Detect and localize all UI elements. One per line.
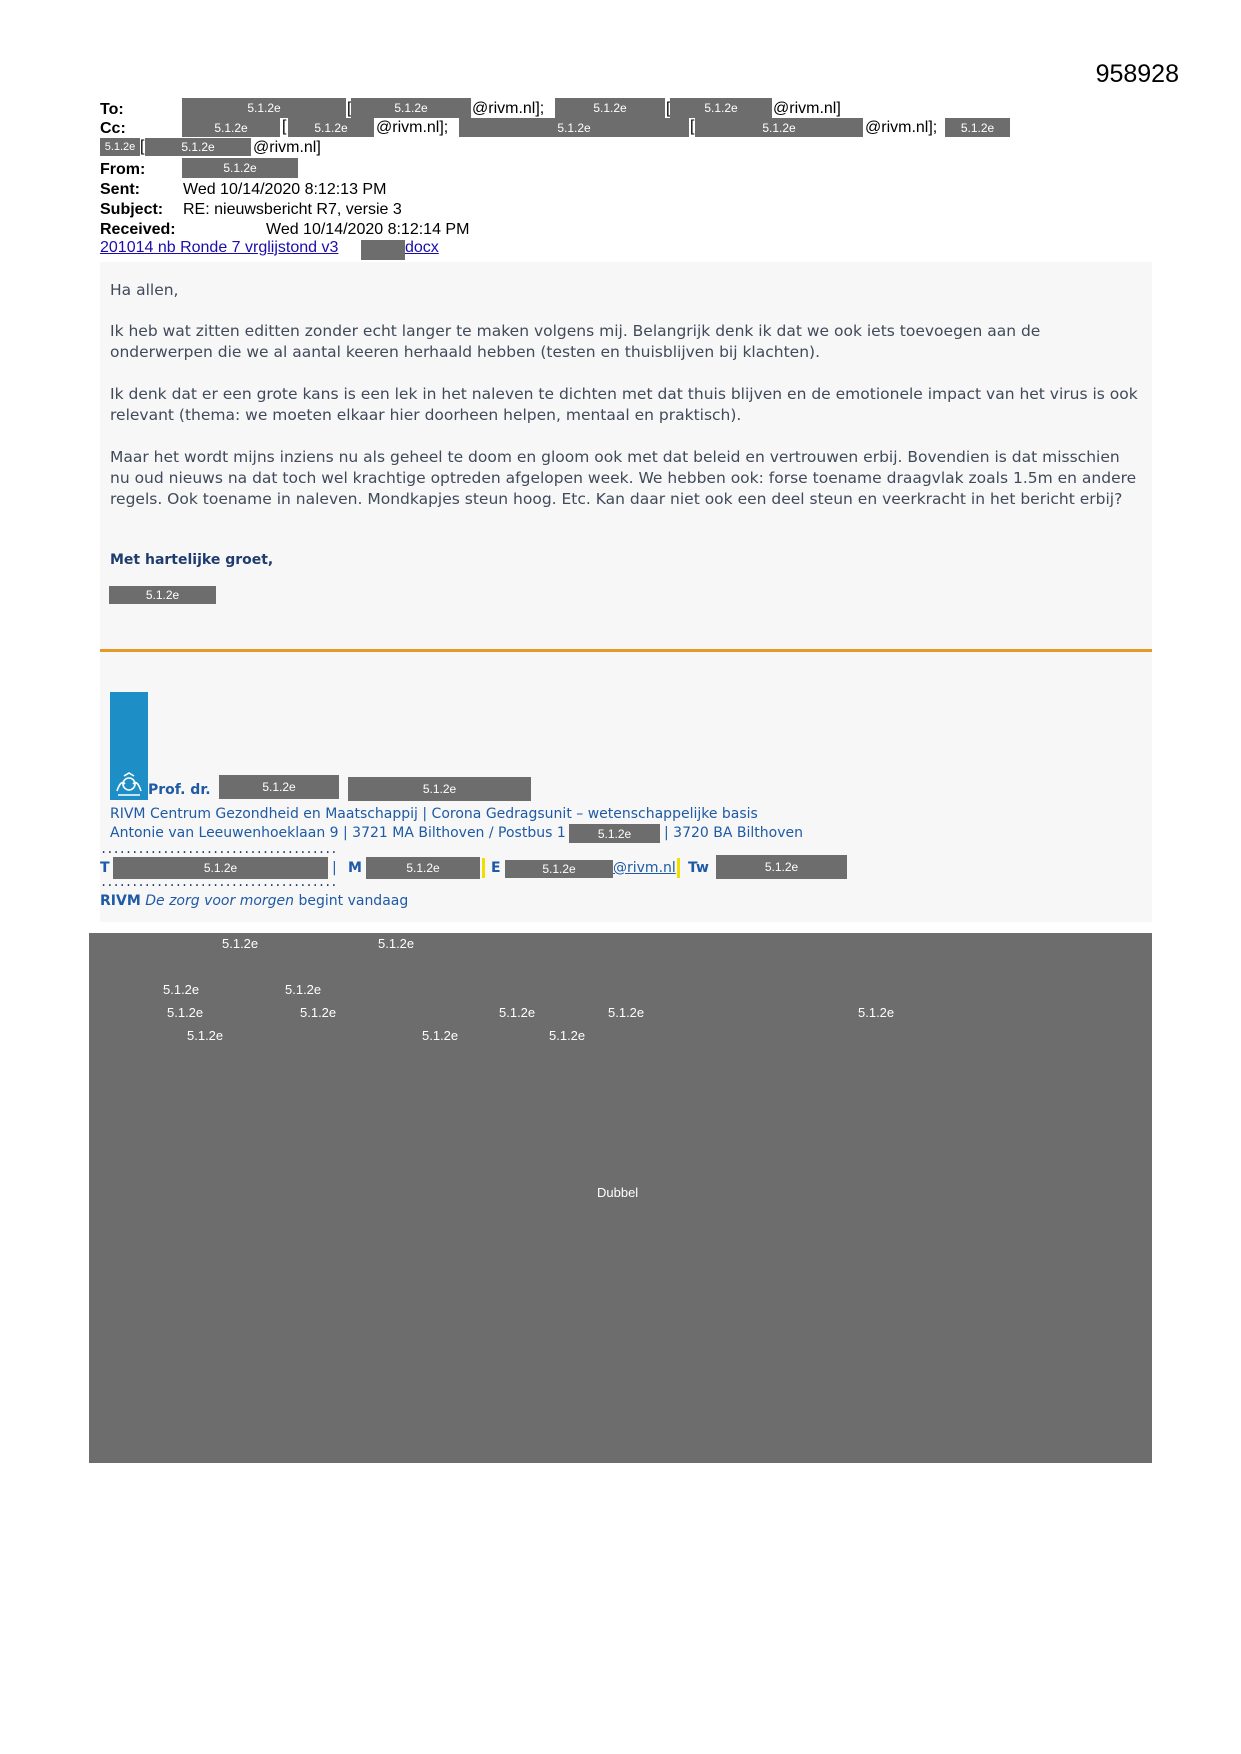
document-number: 958928 [1095,60,1179,88]
email-link[interactable]: @rivm.nl [613,860,676,876]
redaction-code: 5.1.2e [858,1005,895,1020]
highlight-mark [482,858,485,878]
redaction: 5.1.2e [182,98,346,118]
crest-icon [113,771,145,797]
to-row [100,100,124,119]
sent-label: Sent: [100,181,140,198]
bracket: [ [282,118,287,135]
redaction-code: 5.1.2e [167,1005,204,1020]
from-label: From: [100,161,146,178]
cc-label: Cc: [100,120,126,137]
redaction-code: 5.1.2e [608,1005,645,1020]
phone-label: T [100,860,110,876]
redaction: 5.1.2e [716,855,847,879]
bracket: [ [140,138,145,155]
mobile-label: M [348,860,362,876]
redaction: 5.1.2e [100,138,140,156]
pipe: | [332,860,337,876]
redaction: 5.1.2e [348,777,531,801]
redaction: 5.1.2e [288,118,374,137]
tagline: RIVM De zorg voor morgen begint vandaag [100,893,409,909]
redaction: 5.1.2e [113,857,328,879]
body-paragraph-1: Ik heb wat zitten editten zonder echt langer te maken volgens mij. Belangrijk denk ik dat we ook iets toevoegen aan de onderwerpen die we al aantal keeren herhaald hebben (testen en thuisblijven bij klachten). [110,322,1041,361]
duplicate-label: Dubbel [597,1185,639,1200]
redaction: 5.1.2e [351,98,471,118]
rivm-address: @rivm.nl]; [472,100,545,117]
sent-value: Wed 10/14/2020 8:12:13 PM [183,181,387,198]
redaction-code: 5.1.2e [378,936,415,951]
subject-value: RE: nieuwsbericht R7, versie 3 [183,201,402,218]
rivm-address: @rivm.nl] [253,139,321,156]
attachment-name: 201014 nb Ronde 7 vrglijstond v3 [100,239,339,256]
signature-address-2: | 3720 BA Bilthoven [664,825,803,841]
redaction [361,240,405,260]
attachment-link[interactable] [100,239,338,257]
cc-row [100,119,126,138]
redaction: 5.1.2e [182,118,280,137]
rivm-address: @rivm.nl]; [376,119,449,136]
redaction: 5.1.2e [505,860,613,878]
highlight-mark [677,858,680,878]
rivm-logo [110,692,148,800]
bracket: [ [347,100,352,117]
bracket: [ [690,118,695,135]
signature-title: Prof. dr. [148,782,211,798]
signature-address: Antonie van Leeuwenhoeklaan 9 | 3721 MA Bilthoven / Postbus 1 [110,825,566,841]
subject-row [100,200,402,219]
redaction: 5.1.2e [459,118,689,137]
signature-org: RIVM Centrum Gezondheid en Maatschappij | Corona Gedragsunit – wetenschappelijke basis [110,806,758,822]
redaction-code: 5.1.2e [222,936,259,951]
redaction: 5.1.2e [366,857,480,879]
email-label: E [491,860,501,876]
received-row [100,220,470,239]
received-label: Received: [100,221,176,238]
redaction-code: 5.1.2e [285,982,322,997]
redaction: 5.1.2e [670,98,772,118]
dotted-rule: ...................................... [100,842,337,856]
redaction-code: 5.1.2e [422,1028,459,1043]
twitter-label: Tw [688,860,709,876]
greeting: Ha allen, [110,281,179,299]
redaction: 5.1.2e [569,824,660,843]
redaction-code: 5.1.2e [187,1028,224,1043]
body-paragraph-3: Maar het wordt mijns inziens nu als geheel te doom en gloom ook met dat beleid en vertrouwen erbij. Bovendien is dat misschien nu oud nieuws na dat toch wel krachtige optreden afgelopen week. We hebben ook: forse toename draagvlak zoals 1.5m en andere regels. Ook toename in naleven. Mondkapjes steun hoog. Etc. Kan daar niet ook een deel steun en veerkracht in het bericht erbij? [110,448,1137,508]
redaction-code: 5.1.2e [549,1028,586,1043]
from-row [100,160,145,179]
body-paragraph-2: Ik denk dat er een grote kans is een lek in het naleven te dichten met dat thuis blijven en de emotionele impact van het virus is ook relevant (thema: we moeten elkaar hier doorheen helpen, mentaal en praktisch). [110,385,1138,424]
redaction: 5.1.2e [219,775,339,799]
attachment-ext-text: docx [405,239,439,256]
attachment-extension[interactable] [405,239,439,257]
closing: Met hartelijke groet, [110,552,274,568]
redaction: 5.1.2e [109,586,216,604]
redaction: 5.1.2e [145,138,251,156]
redaction-code: 5.1.2e [300,1005,337,1020]
redaction: 5.1.2e [555,98,665,118]
redaction: 5.1.2e [945,118,1010,137]
received-value: Wed 10/14/2020 8:12:14 PM [266,221,470,238]
rivm-address: @rivm.nl] [773,100,841,117]
bracket: [ [666,100,671,117]
redaction-code: 5.1.2e [163,982,200,997]
subject-label: Subject: [100,201,164,218]
dotted-rule: ...................................... [100,875,337,889]
redaction-code: 5.1.2e [499,1005,536,1020]
sent-row [100,180,387,199]
redacted-block [89,933,1152,1463]
to-label: To: [100,101,124,118]
redaction: 5.1.2e [182,158,298,178]
rivm-address: @rivm.nl]; [865,119,938,136]
redaction: 5.1.2e [695,118,863,137]
